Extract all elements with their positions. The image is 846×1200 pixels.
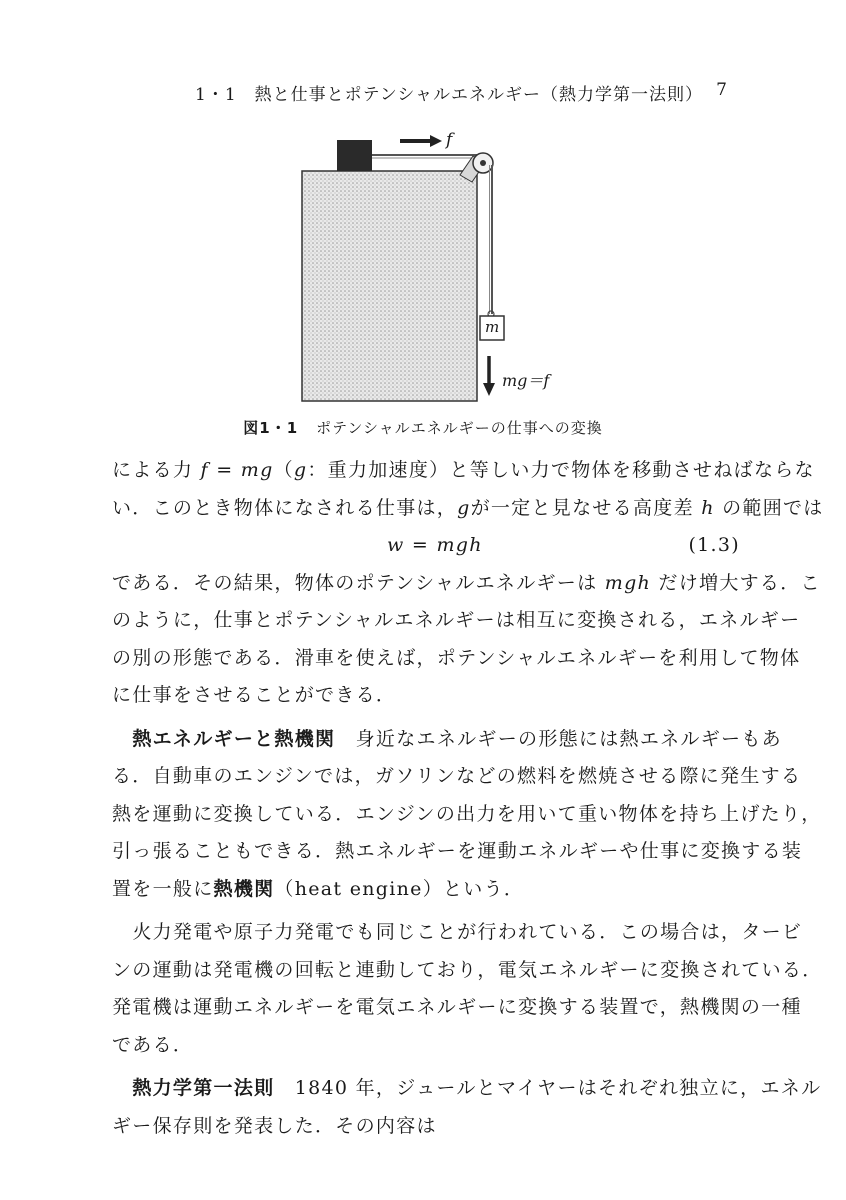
term-heat-engine: 熱機関 (213, 877, 275, 900)
section-heading-heat-engine: 熱エネルギーと熱機関 (132, 727, 336, 750)
figure-caption (0, 417, 846, 438)
equation-1-3 (112, 527, 752, 565)
container-box (302, 171, 477, 401)
force-label: f (446, 130, 453, 150)
sliding-block (337, 140, 372, 171)
text-line: ギー保存則を発表した．その内容は (112, 1114, 437, 1137)
caption-text: ポテンシャルエネルギーの仕事への変換 (316, 419, 603, 437)
text-line: 引っ張ることもできる．熱エネルギーを運動エネルギーや仕事に変換する装 (112, 840, 803, 862)
text-line: 熱力学第一法則 1840 年，ジュールとマイヤーはそれぞれ独立に，エネル (132, 1077, 822, 1099)
text-line: のように，仕事とポテンシャルエネルギーは相互に変換される，エネルギー (112, 609, 801, 631)
text-line: ンの運動は発電機の回転と連動しており，電気エネルギーに変換されている． (112, 958, 823, 981)
text-line: 発電機は運動エネルギーを電気エネルギーに変換する装置で，熱機関の一種 (112, 996, 802, 1018)
equation: w = mgh (387, 534, 483, 556)
text-line: 火力発電や原子力発電でも同じことが行われている．この場合は，タービ (132, 921, 803, 943)
text-line: である．その結果，物体のポテンシャルエネルギーは mgh だけ増大する．こ (112, 571, 821, 594)
running-title: 1・1 熱と仕事とポテンシャルエネルギー（熱力学第一法則） (195, 85, 704, 105)
figure-pulley-diagram (280, 130, 580, 410)
body-text (112, 452, 824, 1145)
weight-label: mg＝f (502, 371, 550, 390)
text-line: による力 f = mg（g：重力加速度）と等しい力で物体を移動させねばならな (112, 459, 815, 481)
caption-label: 図1・1 (243, 419, 299, 437)
text-line: 置を一般に熱機関（heat engine）という． (112, 877, 525, 900)
text-line: い．このとき物体になされる仕事は，gが一定と見なせる高度差 h の範囲では (112, 496, 824, 519)
mass-label: m (485, 318, 500, 336)
text-line: る．自動車のエンジンでは，ガソリンなどの燃料を燃焼させる際に発生する (112, 765, 802, 787)
section-heading-first-law: 熱力学第一法則 (132, 1077, 275, 1099)
text-line: 熱エネルギーと熱機関 身近なエネルギーの形態には熱エネルギーもあ (132, 727, 782, 750)
text-line: の別の形態である．滑車を使えば，ポテンシャルエネルギーを利用して物体 (112, 646, 801, 669)
running-header (195, 80, 735, 110)
page-number: 7 (716, 80, 727, 100)
equation-number: (1.3) (688, 534, 740, 556)
text-line: である． (112, 1033, 194, 1056)
text-line: 熱を運動に変換している．エンジンの出力を用いて重い物体を持ち上げたり， (112, 802, 822, 825)
text-line: に仕事をさせることができる． (112, 684, 397, 706)
